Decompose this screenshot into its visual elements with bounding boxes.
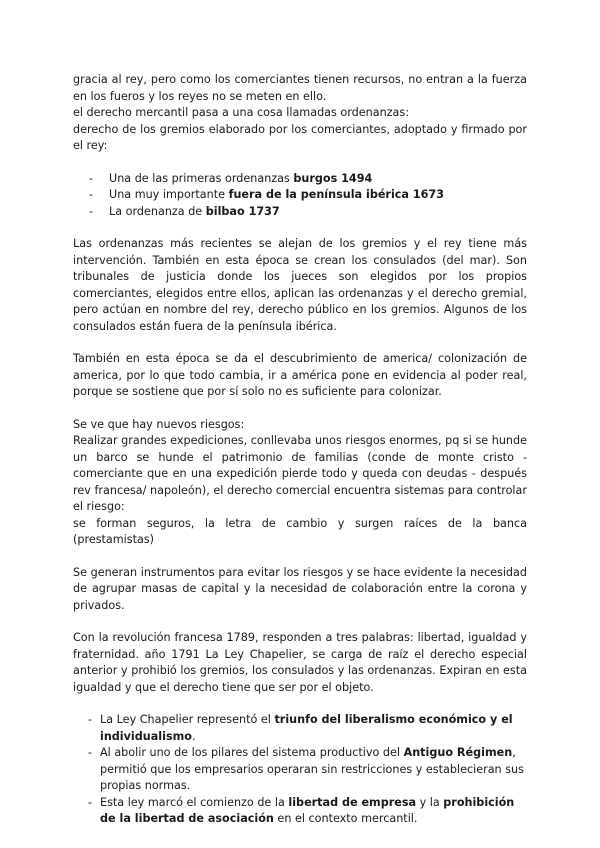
- paragraph-intro: [73, 72, 527, 155]
- chapelier-list: [73, 712, 527, 828]
- list-item: [89, 187, 527, 204]
- list-text: Esta ley marcó el comienzo de la: [100, 795, 289, 809]
- riesgos-line-2: Realizar grandes expediciones, conllevaba unos riesgos enormes, pq si se hunde un barco se hunde el patrimonio de familias (conde de monte cristo - comerciante que en una expedición pierde todo y queda con deudas - después rev francesa/ napoleón), el derecho comercial encuentra sistemas para controlar el riesgo:: [73, 434, 527, 513]
- list-item-text: Una muy importante: [109, 188, 229, 201]
- paragraph-instrumentos: Se generan instrumentos para evitar los riesgos y se hace evidente la necesidad de agrupar masas de capital y la necesidad de colaboración entre la corona y privados.: [73, 565, 527, 612]
- paragraph-america: También en esta época se da el descubrimiento de america/ colonización de america, por lo que todo cambia, ir a américa pone en evidencia al poder real, porque se sostiene que por sí solo no es suficiente para colonizar.: [73, 352, 527, 398]
- paragraph-consulados: Las ordenanzas más recientes se alejan de los gremios y el rey tiene más intervención. También en esta época se crean los consulados (del mar). Son tribunales de justicia donde los jueces son elegidos por los propios comerciantes, elegidos entre ellos, aplican las ordenanzas y el derecho gremial, pero actúan en nombre del rey, derecho público en los gremios. Algunos de los consulados están fuera de la península ibérica.: [73, 237, 527, 333]
- list-bold: Antiguo Régimen: [403, 746, 513, 759]
- list-bold: triunfo del liberalismo económico y el individualismo: [100, 713, 513, 743]
- list-text: La Ley Chapelier representó el: [100, 713, 275, 726]
- list-text: .: [191, 729, 196, 743]
- list-text: , permitió que los empresarios operaran sin restricciones y establecieran sus propias normas.: [100, 746, 524, 792]
- list-item: [88, 712, 527, 745]
- list-text: en el contexto mercantil.: [273, 812, 418, 825]
- list-item-text: Una de las primeras ordenanzas: [109, 171, 294, 185]
- list-item: [88, 745, 527, 795]
- list-bold: prohibición de la libertad de asociación: [100, 795, 515, 825]
- ordenanzas-list: [73, 171, 527, 221]
- list-item-bold: fuera de la península ibérica 1673: [228, 188, 444, 201]
- list-item-text: La ordenanza de: [109, 204, 206, 218]
- intro-line-4: derecho de los gremios elaborado por los comerciantes, adoptado y firmado por el rey:: [73, 122, 527, 152]
- intro-line-2: los fueros y los reyes no se meten en ello.: [90, 89, 327, 103]
- intro-line-3: el derecho mercantil pasa a una cosa llamadas ordenanzas:: [73, 106, 410, 119]
- list-item: [88, 795, 527, 828]
- paragraph-revolucion: Con la revolución francesa 1789, responden a tres palabras: libertad, igualdad y fraternidad. año 1791 La Ley Chapelier, se carga de raíz el derecho especial anterior y prohibió los gremios, los consulados y las ordenanzas. Expiran en esta igualdad y que el derecho tiene que ser por el objeto.: [73, 631, 527, 694]
- list-item-bold: burgos 1494: [293, 171, 373, 185]
- list-text: y la: [416, 795, 444, 809]
- list-text: Al abolir uno de los pilares del sistema productivo del: [100, 746, 404, 759]
- list-item-bold: bilbao 1737: [205, 204, 280, 218]
- riesgos-line-1: Se ve que hay nuevos riesgos:: [73, 417, 245, 431]
- list-item: [89, 204, 527, 221]
- riesgos-line-3: se forman seguros, la letra de cambio y surgen raíces de la banca (prestamistas): [73, 516, 527, 546]
- list-item: [89, 171, 527, 188]
- list-bold: libertad de empresa: [288, 795, 417, 809]
- intro-line-1: gracia al rey, pero como los comerciantes tienen recursos, no entran a la fuerza en: [73, 73, 527, 103]
- paragraph-riesgos: [73, 417, 527, 549]
